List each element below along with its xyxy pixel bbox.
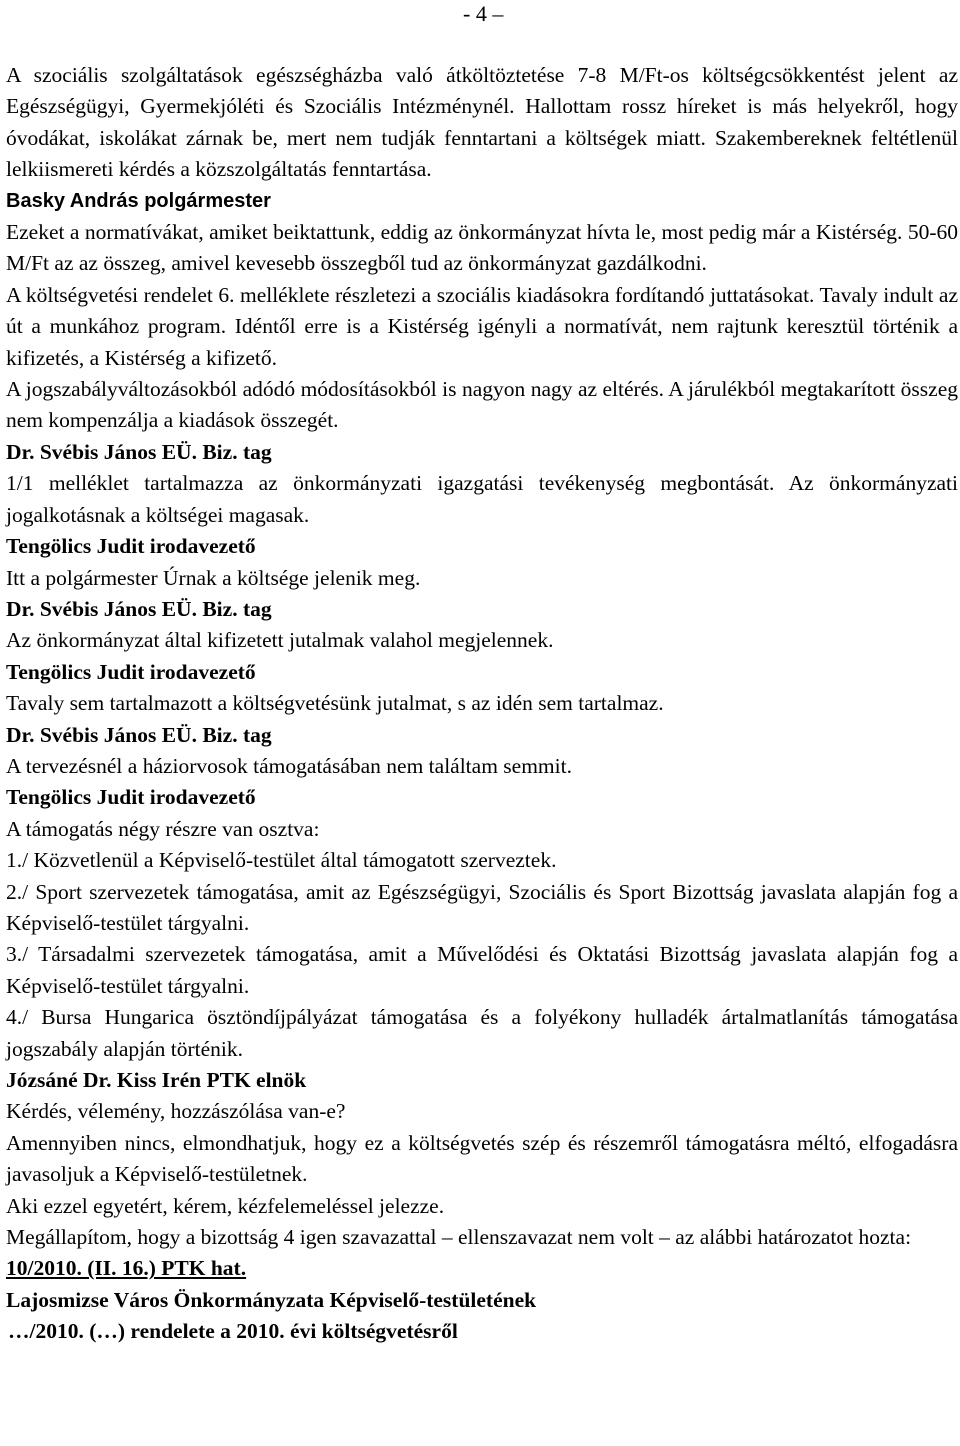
speaker-heading: Dr. Svébis János EÜ. Biz. tag — [6, 596, 272, 621]
speaker-heading: Dr. Svébis János EÜ. Biz. tag — [6, 722, 272, 747]
speaker-heading: Tengölics Judit irodavezető — [6, 659, 256, 684]
paragraph: A támogatás négy részre van osztva: — [6, 816, 320, 841]
paragraph-intro: A szociális szolgáltatások egészségházba való átköltöztetése 7-8 M/Ft-os költségcsökkentést jelent az Egészségügyi, Gyermekjóléti és Szociális Intézménynél. Hallottam rossz híreket is más helyekről, hogy óvodákat, iskolákat zárnak be, mert nem tudják fenntartani a költségek miatt. Szakembereknek feltétlenül lelkiismereti kérdés a közszolgáltatás fenntartása. — [6, 63, 958, 182]
list-item: 1./ Közvetlenül a Képviselő-testület által támogatott szerveztek. — [6, 848, 557, 873]
speaker-heading: Tengölics Judit irodavezető — [6, 534, 256, 559]
resolution-subtitle: …/2010. (…) rendelete a 2010. évi költségvetésről — [8, 1319, 458, 1344]
list-item: 4./ Bursa Hungarica ösztöndíjpályázat támogatása és a folyékony hulladék ártalmatlanítás támogatása jogszabály alapján történik. — [6, 1005, 958, 1061]
paragraph: A költségvetési rendelet 6. melléklete részletezi a szociális kiadásokra fordítandó juttatásokat. Tavaly indult az út a munkához program. Idéntől erre is a Kistérség igényli a normatívát, nem rajtunk keresztül történik a kifizetés, a Kistérség a kifizető. — [6, 282, 958, 370]
resolution-number: 10/2010. (II. 16.) PTK hat. — [6, 1256, 247, 1281]
paragraph: Tavaly sem tartalmazott a költségvetésünk jutalmat, s az idén sem tartalmaz. — [6, 691, 664, 716]
paragraph: A jogszabályváltozásokból adódó módosításokból is nagyon nagy az eltérés. A járulékból megtakarított összeg nem kompenzálja a kiadások összegét. — [6, 377, 958, 433]
document-body — [6, 60, 958, 1348]
paragraph: A tervezésnél a háziorvosok támogatásában nem találtam semmit. — [6, 753, 572, 778]
paragraph: Kérdés, vélemény, hozzászólása van-e? — [6, 1099, 346, 1124]
paragraph: Amennyiben nincs, elmondhatjuk, hogy ez a költségvetés szép és részemről támogatásra méltó, elfogadásra javasoljuk a Képviselő-testületnek. — [6, 1130, 958, 1187]
resolution-title: Lajosmizse Város Önkormányzata Képviselő-testületének — [6, 1287, 537, 1312]
list-item: 3./ Társadalmi szervezetek támogatása, amit a Művelődési és Oktatási Bizottság javaslata alapján fog a Képviselő-testület tárgyalni. — [6, 942, 958, 998]
paragraph: Az önkormányzat által kifizetett jutalmak valahol megjelennek. — [6, 628, 554, 653]
speaker-heading: Basky András polgármester — [6, 189, 271, 212]
paragraph: Aki ezzel egyetért, kérem, kézfelemeléssel jelezze. — [6, 1193, 445, 1218]
page-number: - 4 – — [463, 1, 504, 26]
speaker-heading: Tengölics Judit irodavezető — [6, 785, 256, 810]
speaker-heading: Dr. Svébis János EÜ. Biz. tag — [6, 439, 272, 464]
paragraph: 1/1 melléklet tartalmazza az önkormányzati igazgatási tevékenység megbontását. Az önkormányzati jogalkotásnak a költségei magasak. — [6, 471, 958, 527]
paragraph: Megállapítom, hogy a bizottság 4 igen szavazattal – ellenszavazat nem volt – az alábbi határozatot hozta: — [6, 1225, 912, 1250]
list-item: 2./ Sport szervezetek támogatása, amit az Egészségügyi, Szociális és Sport Bizottság javaslata alapján fog a Képviselő-testület tárgyalni. — [6, 879, 958, 935]
paragraph: Itt a polgármester Úrnak a költsége jelenik meg. — [6, 565, 421, 590]
paragraph: Ezeket a normatívákat, amiket beiktattunk, eddig az önkormányzat hívta le, most pedig már a Kistérség. 50-60 M/Ft az az összeg, amivel kevesebb összegből tud az önkormányzat gazdálkodni. — [6, 220, 958, 276]
speaker-heading: Józsáné Dr. Kiss Irén PTK elnök — [6, 1068, 307, 1092]
